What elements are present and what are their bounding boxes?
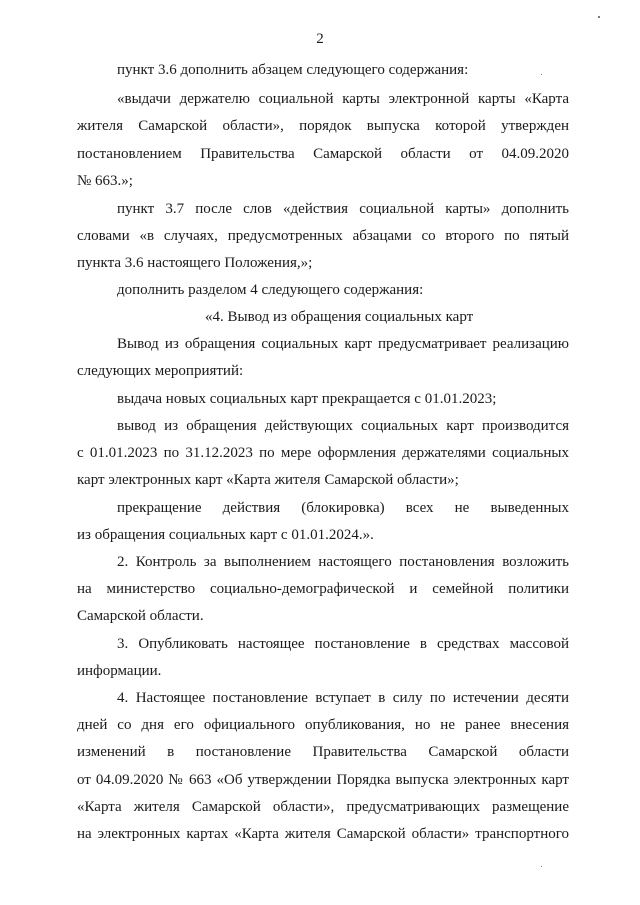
text-line: на министерство социально-демографической и семейной политики — [77, 581, 569, 597]
section-heading: «4. Вывод из обращения социальных карт — [205, 309, 474, 325]
text-line: 3. Опубликовать настоящее постановление в средствах массовой — [117, 636, 569, 652]
text-line: «выдачи держателю социальной карты электронной карты «Карта — [117, 91, 569, 107]
page-number: 2 — [316, 31, 324, 47]
text-line: вывод из обращения действующих социальных карт производится — [117, 418, 569, 434]
text-line: на электронных картах «Карта жителя Самарской области» транспортного — [77, 826, 569, 842]
text-line: карт электронных карт «Карта жителя Самарской области»; — [77, 472, 459, 488]
text-line: дней со дня его официального опубликования, но не ранее внесения — [77, 717, 569, 733]
text-line: «Карта жителя Самарской области», предусматривающих размещение — [77, 799, 569, 815]
text-line: следующих мероприятий: — [77, 363, 244, 379]
text-line: информации. — [77, 663, 162, 679]
text-line: пункта 3.6 настоящего Положения,»; — [77, 255, 313, 271]
scan-speck — [541, 866, 542, 867]
text-line: жителя Самарской области», порядок выпуска которой утвержден — [77, 118, 569, 134]
text-line: из обращения социальных карт с 01.01.2024.». — [77, 527, 374, 543]
text-line: 2. Контроль за выполнением настоящего постановления возложить — [117, 554, 569, 570]
text-line: 4. Настоящее постановление вступает в силу по истечении десяти — [117, 690, 569, 706]
scan-speck — [598, 16, 600, 18]
text-line: прекращение действия (блокировка) всех не выведенных — [117, 500, 569, 516]
text-line: изменений в постановление Правительства Самарской области — [77, 744, 569, 760]
text-line: выдача новых социальных карт прекращается с 01.01.2023; — [117, 391, 497, 407]
text-line: пункт 3.7 после слов «действия социальной карты» дополнить — [117, 201, 569, 217]
text-line: пункт 3.6 дополнить абзацем следующего содержания: — [117, 62, 469, 78]
text-line: с 01.01.2023 по 31.12.2023 по мере оформления держателями социальных — [77, 445, 569, 461]
text-line: № 663.»; — [77, 173, 133, 189]
text-line: словами «в случаях, предусмотренных абзацами со второго по пятый — [77, 228, 569, 244]
text-line: дополнить разделом 4 следующего содержания: — [117, 282, 424, 298]
text-line: Самарской области. — [77, 608, 204, 624]
text-line: от 04.09.2020 № 663 «Об утверждении Порядка выпуска электронных карт — [77, 772, 569, 788]
text-line: Вывод из обращения социальных карт предусматривает реализацию — [117, 336, 569, 352]
scan-speck — [541, 74, 542, 75]
text-line: постановлением Правительства Самарской области от 04.09.2020 — [77, 146, 569, 162]
